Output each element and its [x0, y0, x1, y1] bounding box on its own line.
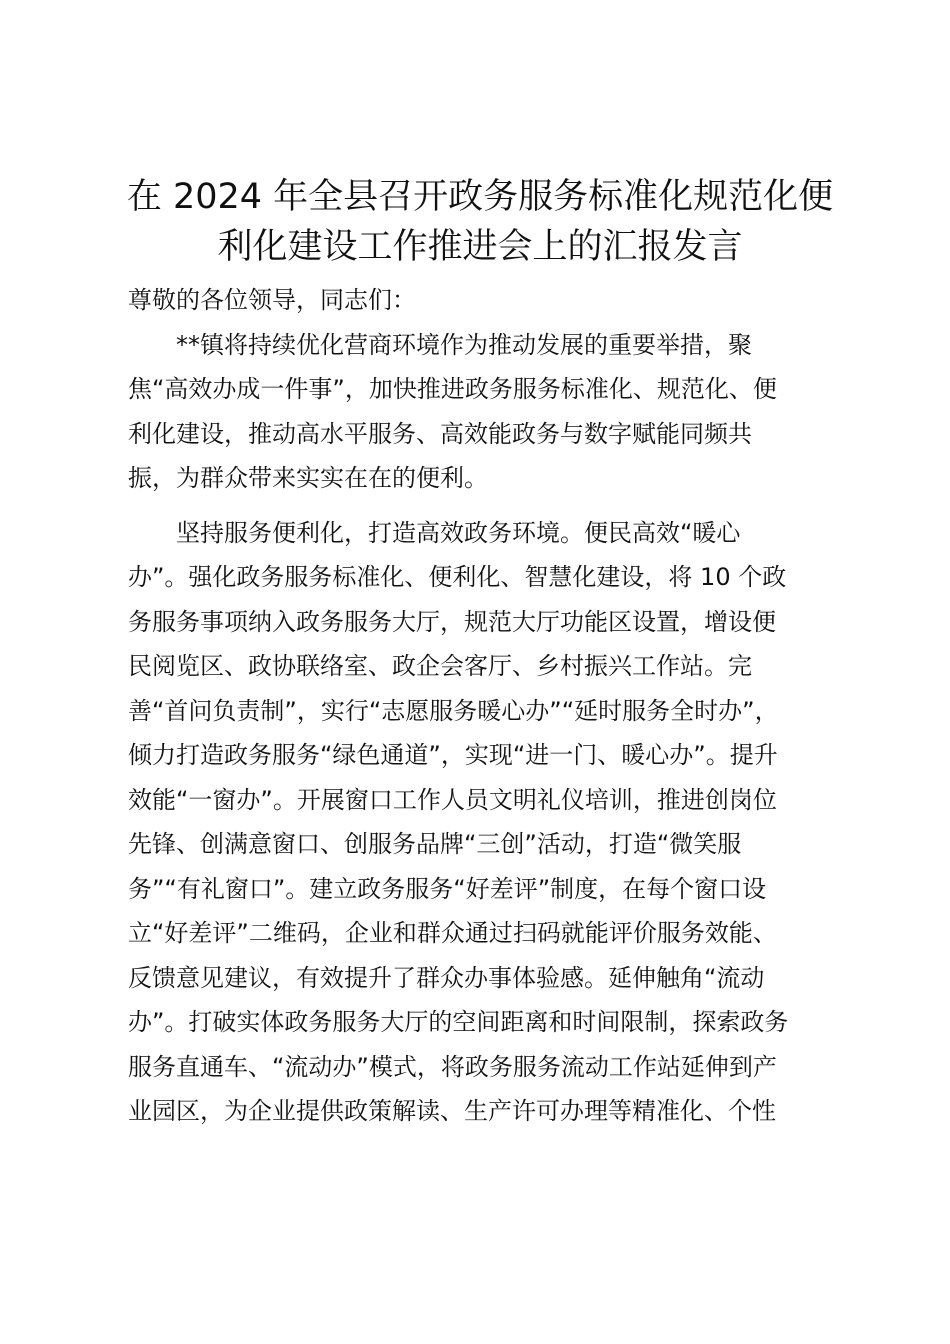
paragraph-line: 坚持服务便利化，打造高效政务环境。便民高效“暖心 [176, 518, 741, 547]
document-title [100, 172, 860, 272]
paragraph-intro [128, 323, 848, 501]
paragraph-service-convenience [128, 511, 848, 1134]
paragraph-line: 民阅览区、政协联络室、政企会客厅、乡村振兴工作站。完 [128, 652, 752, 680]
document-body [128, 278, 848, 1134]
paragraph-line: 利化建设，推动高水平服务、高效能政务与数字赋能同频共 [128, 419, 752, 448]
paragraph-gap [128, 501, 848, 511]
paragraph-line: 反馈意见建议，有效提升了群众办事体验感。延伸触角“流动 [128, 963, 765, 992]
title-line: 在 2024 年全县召开政务服务标准化规范化便 [126, 177, 834, 217]
paragraph-line: 服务直通车、“流动办”模式，将政务服务流动工作站延伸到产 [128, 1052, 777, 1081]
paragraph-line: 先锋、创满意窗口、创服务品牌“三创”活动，打造“微笑服 [128, 830, 742, 858]
paragraph-line: 办”。打破实体政务服务大厅的空间距离和时间限制，探索政务 [128, 1008, 789, 1036]
paragraph-line: **镇将持续优化营商环境作为推动发展的重要举措，聚 [176, 330, 752, 359]
paragraph-line: 倾力打造政务服务“绿色通道”，实现“进一门、暖心办”。提升 [128, 741, 778, 769]
paragraph-line: 效能“一窗办”。开展窗口工作人员文明礼仪培训，推进创岗位 [128, 785, 777, 814]
paragraph-line: 务”“有礼窗口”。建立政务服务“好差评”制度，在每个窗口设 [128, 874, 767, 903]
paragraph-line: 振，为群众带来实实在在的便利。 [128, 464, 488, 492]
salutation: 尊敬的各位领导，同志们： [128, 286, 416, 314]
paragraph-line: 焦“高效办成一件事”，加快推进政务服务标准化、规范化、便 [128, 375, 777, 403]
paragraph-line: 办”。强化政务服务标准化、便利化、智慧化建设，将 10 个政 [128, 563, 787, 591]
paragraph-line: 业园区，为企业提供政策解读、生产许可办理等精准化、个性 [128, 1097, 776, 1125]
paragraph-line: 善“首问负责制”，实行“志愿服务暖心办”“延时服务全时办”， [128, 696, 779, 725]
paragraph-line: 务服务事项纳入政务服务大厅，规范大厅功能区设置，增设便 [128, 607, 776, 636]
title-line: 利化建设工作推进会上的汇报发言 [217, 227, 743, 267]
paragraph-line: 立“好差评”二维码，企业和群众通过扫码就能评价服务效能、 [128, 919, 777, 947]
